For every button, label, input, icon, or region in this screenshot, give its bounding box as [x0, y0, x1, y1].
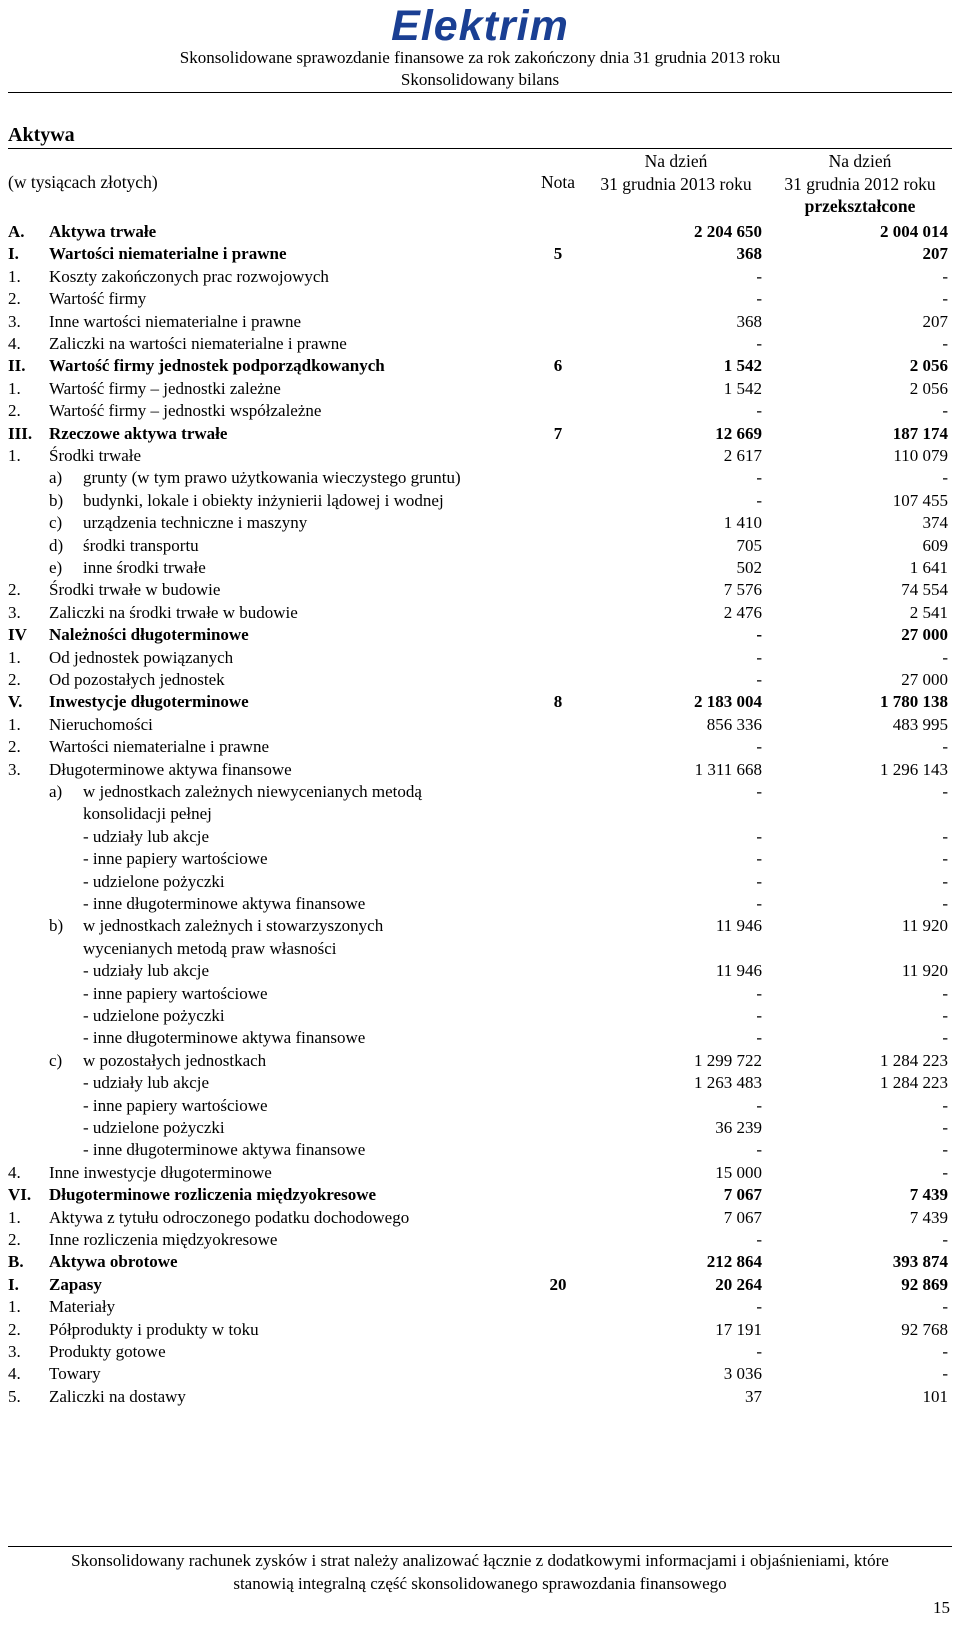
row-number: 2.	[8, 670, 21, 689]
value-2013: -	[756, 894, 762, 913]
table-row	[0, 915, 960, 937]
value-2012: 393 874	[892, 1252, 948, 1272]
row-number: 3.	[8, 311, 21, 331]
value-2012: 1 284 223	[880, 1050, 948, 1070]
value-2013: -	[756, 266, 762, 286]
row-number: I.	[8, 244, 19, 264]
footer-note-line1: Skonsolidowany rachunek zysków i strat należy analizować łącznie z dodatkowymi informacjami i objaśnieniami, które	[71, 1551, 889, 1570]
value-2013: -	[756, 849, 762, 869]
table-row	[0, 221, 960, 243]
value-2013: 11 946	[715, 961, 762, 981]
value-2013: -	[756, 1140, 762, 1160]
row-number: 1.	[8, 647, 21, 667]
row-number: 1.	[8, 1207, 21, 1227]
value-2012: -	[942, 737, 948, 757]
row-number: B.	[8, 1252, 24, 1272]
table-row	[0, 1207, 960, 1229]
row-nota: 20	[549, 1274, 567, 1294]
col-2013-header-line2: 31 grudnia 2013 roku	[600, 174, 752, 194]
row-number: 3.	[8, 759, 21, 779]
value-2013: -	[756, 737, 762, 757]
row-number: 2.	[8, 737, 21, 757]
value-2013: 1 299 722	[694, 1050, 762, 1070]
col-2012-header-line2: 31 grudnia 2012 roku	[784, 174, 936, 194]
value-2013: -	[756, 401, 762, 421]
row-number: 3.	[8, 1342, 21, 1361]
value-2013: 1 542	[723, 378, 762, 398]
row-number: 1.	[8, 266, 21, 286]
value-2013: -	[756, 670, 762, 689]
unit-label: (w tysiącach złotych)	[8, 172, 158, 192]
value-2013: -	[756, 871, 762, 891]
value-2012: -	[942, 289, 948, 309]
value-2012: -	[942, 1342, 948, 1361]
value-2012: 11 920	[901, 916, 948, 936]
table-row	[0, 1050, 960, 1072]
document-title: Skonsolidowane sprawozdanie finansowe za rok zakończony dnia 31 grudnia 2013 roku	[179, 48, 781, 67]
value-2012: -	[942, 894, 948, 913]
row-number: II.	[8, 356, 26, 376]
row-label: Zaliczki na dostawy	[49, 1386, 186, 1406]
row-nota: 6	[553, 356, 563, 376]
table-row	[0, 490, 960, 512]
value-2012: 1 641	[909, 558, 948, 577]
value-2013: -	[756, 1297, 762, 1317]
table-row	[0, 333, 960, 355]
value-2013: -	[756, 625, 762, 645]
value-2012: -	[942, 1230, 948, 1249]
table-row	[0, 1117, 960, 1139]
header-rule	[8, 92, 952, 93]
value-2013: -	[756, 826, 762, 846]
row-label: Zapasy	[49, 1274, 102, 1294]
table-row	[0, 311, 960, 333]
value-2012: -	[942, 1095, 948, 1115]
value-2013: 7 067	[723, 1207, 762, 1227]
table-row	[0, 1027, 960, 1049]
row-label: Zaliczki na środki trwałe w budowie	[49, 602, 298, 622]
value-2013: 15 000	[715, 1162, 762, 1182]
value-2013: 2 476	[723, 602, 762, 622]
table-row	[0, 266, 960, 288]
value-2013: -	[756, 983, 762, 1003]
value-2013: -	[756, 1006, 762, 1025]
value-2012: 374	[922, 513, 948, 533]
row-label: Koszty zakończonych prac rozwojowych	[49, 266, 329, 286]
table-row	[0, 781, 960, 803]
value-2012: -	[942, 647, 948, 667]
row-label: - udzielone pożyczki	[83, 871, 225, 891]
row-number: a)	[49, 782, 63, 801]
value-2013: 368	[736, 244, 762, 264]
row-label: Długoterminowe aktywa finansowe	[49, 759, 292, 779]
row-label: Aktywa obrotowe	[49, 1252, 178, 1272]
value-2013: -	[756, 490, 762, 510]
table-row	[0, 826, 960, 848]
value-2013: 36 239	[715, 1118, 762, 1137]
value-2012: -	[942, 983, 948, 1003]
value-2013: 37	[745, 1386, 762, 1406]
value-2013: -	[756, 782, 762, 801]
value-2012: 187 174	[892, 423, 948, 443]
row-label: Wartość firmy – jednostki zależne	[49, 378, 281, 398]
row-number: 4.	[8, 1162, 21, 1182]
value-2013: 2 204 650	[694, 222, 762, 241]
table-row	[0, 803, 960, 825]
row-label: Inne inwestycje długoterminowe	[49, 1162, 272, 1182]
row-number: c)	[49, 1050, 63, 1070]
row-label: środki transportu	[83, 535, 199, 555]
value-2013: -	[756, 334, 762, 353]
value-2012: -	[942, 401, 948, 421]
value-2012: -	[942, 468, 948, 488]
row-number: 1.	[8, 446, 21, 465]
row-label: Inne wartości niematerialne i prawne	[49, 311, 302, 331]
row-label: Wartość firmy – jednostki współzależne	[49, 401, 322, 421]
row-number: a)	[49, 468, 63, 488]
value-2012: 1 296 143	[880, 759, 948, 779]
row-number: d)	[49, 535, 64, 555]
row-number: 1.	[8, 714, 21, 734]
value-2012: 7 439	[909, 1185, 948, 1205]
row-number: 1.	[8, 378, 21, 398]
row-number: A.	[8, 222, 25, 241]
value-2013: 705	[736, 535, 762, 555]
col-2012-header-line1: Na dzień	[828, 151, 892, 171]
value-2012: 92 768	[901, 1319, 948, 1339]
value-2012: 1 780 138	[880, 692, 948, 712]
value-2012: -	[942, 1364, 948, 1384]
value-2013: 368	[736, 311, 762, 331]
table-row	[0, 1251, 960, 1273]
table-row	[0, 624, 960, 646]
value-2012: 74 554	[901, 580, 948, 600]
footer-rule	[8, 1546, 952, 1547]
value-2013: 2 617	[723, 446, 762, 465]
value-2012: 483 995	[892, 714, 948, 734]
row-label: Inne rozliczenia międzyokresowe	[49, 1230, 278, 1249]
row-number: 4.	[8, 334, 21, 353]
row-label: - udziały lub akcje	[83, 826, 210, 846]
table-row	[0, 288, 960, 310]
value-2013: 1 311 668	[694, 759, 762, 779]
value-2012: -	[942, 1162, 948, 1182]
table-row	[0, 467, 960, 489]
table-row	[0, 1341, 960, 1363]
value-2012: 207	[922, 311, 948, 331]
value-2013: 212 864	[706, 1252, 762, 1272]
table-row	[0, 1319, 960, 1341]
table-row	[0, 647, 960, 669]
table-row	[0, 512, 960, 534]
value-2013: 3 036	[723, 1364, 762, 1384]
row-number: IV	[8, 625, 27, 645]
table-row	[0, 1229, 960, 1251]
value-2013: 2 183 004	[694, 692, 762, 712]
table-row	[0, 1386, 960, 1408]
row-label: Aktywa trwałe	[49, 222, 157, 241]
nota-header: Nota	[540, 172, 576, 192]
row-number: 3.	[8, 602, 21, 622]
table-row	[0, 1274, 960, 1296]
row-nota: 7	[553, 423, 563, 443]
table-row	[0, 355, 960, 377]
row-label: w jednostkach zależnych i stowarzyszonych	[83, 916, 384, 936]
company-logo: Elektrim	[391, 2, 569, 50]
row-number: 4.	[8, 1364, 21, 1384]
row-number: 1.	[8, 1297, 21, 1317]
row-label: - inne papiery wartościowe	[83, 849, 268, 869]
value-2012: 101	[922, 1386, 948, 1406]
value-2012: 27 000	[901, 670, 948, 689]
row-number: 5.	[8, 1386, 21, 1406]
value-2013: -	[756, 1028, 762, 1048]
value-2013: 12 669	[715, 423, 762, 443]
value-2012: -	[942, 1118, 948, 1137]
value-2013: 1 542	[723, 356, 762, 376]
value-2012: 92 869	[901, 1274, 948, 1294]
table-row	[0, 714, 960, 736]
value-2012: -	[942, 826, 948, 846]
row-label: inne środki trwałe	[83, 558, 206, 577]
value-2013: -	[756, 468, 762, 488]
row-label: - udziały lub akcje	[83, 961, 210, 981]
table-row	[0, 871, 960, 893]
value-2012: -	[942, 871, 948, 891]
table-row	[0, 1162, 960, 1184]
section-title: Aktywa	[8, 124, 75, 146]
row-label: konsolidacji pełnej	[83, 804, 212, 824]
row-label: budynki, lokale i obiekty inżynierii lądowej i wodnej	[83, 490, 444, 510]
value-2012: 7 439	[909, 1207, 948, 1227]
value-2012: 27 000	[901, 625, 948, 645]
page-number: 15	[933, 1598, 950, 1617]
section-rule	[8, 148, 952, 149]
col-2012-header-line3: przekształcone	[804, 196, 916, 216]
row-label: - inne długoterminowe aktywa finansowe	[83, 1028, 366, 1048]
row-number: V.	[8, 692, 23, 712]
value-2012: 1 284 223	[880, 1073, 948, 1093]
row-label: Od jednostek powiązanych	[49, 647, 234, 667]
row-label: Wartości niematerialne i prawne	[49, 737, 270, 757]
value-2012: -	[942, 1028, 948, 1048]
row-label: Od pozostałych jednostek	[49, 670, 225, 689]
value-2012: 110 079	[893, 446, 948, 465]
row-number: b)	[49, 916, 64, 936]
table-row	[0, 378, 960, 400]
row-label: Wartości niematerialne i prawne	[49, 244, 287, 264]
value-2013: 1 263 483	[694, 1073, 762, 1093]
value-2013: 502	[736, 558, 762, 577]
value-2012: -	[942, 334, 948, 353]
row-label: - udzielone pożyczki	[83, 1006, 225, 1025]
table-row	[0, 736, 960, 758]
row-label: Rzeczowe aktywa trwałe	[49, 423, 228, 443]
row-label: Produkty gotowe	[49, 1342, 166, 1361]
row-label: Towary	[49, 1364, 101, 1384]
value-2013: 11 946	[715, 916, 762, 936]
row-label: Długoterminowe rozliczenia międzyokresowe	[49, 1185, 377, 1205]
table-row	[0, 893, 960, 915]
footer-note-line2: stanowią integralną część skonsolidowanego sprawozdania finansowego	[233, 1574, 727, 1593]
value-2012: -	[942, 782, 948, 801]
value-2013: 20 264	[715, 1274, 762, 1294]
document-subtitle: Skonsolidowany bilans	[400, 70, 560, 89]
value-2013: -	[756, 647, 762, 667]
row-label: wycenianych metodą praw własności	[83, 938, 337, 958]
value-2013: 1 410	[723, 513, 762, 533]
table-row	[0, 1005, 960, 1027]
value-2013: -	[756, 1095, 762, 1115]
table-row	[0, 557, 960, 579]
row-number: 2.	[8, 289, 21, 309]
row-label: - inne długoterminowe aktywa finansowe	[83, 1140, 366, 1160]
table-row	[0, 1363, 960, 1385]
row-number: c)	[49, 513, 63, 533]
table-row	[0, 243, 960, 265]
value-2012: -	[942, 1140, 948, 1160]
row-label: grunty (w tym prawo użytkowania wieczystego gruntu)	[83, 468, 461, 488]
row-label: Środki trwałe w budowie	[49, 580, 221, 600]
table-row	[0, 848, 960, 870]
row-number: 2.	[8, 1230, 21, 1249]
row-label: w jednostkach zależnych niewycenianych metodą	[83, 782, 422, 801]
value-2012: 207	[922, 244, 948, 264]
value-2013: 856 336	[706, 714, 762, 734]
table-row	[0, 691, 960, 713]
row-number: 2.	[8, 1319, 21, 1339]
table-row	[0, 1184, 960, 1206]
row-label: - udzielone pożyczki	[83, 1118, 225, 1137]
value-2012: -	[942, 849, 948, 869]
value-2012: -	[942, 1006, 948, 1025]
row-label: - inne długoterminowe aktywa finansowe	[83, 894, 366, 913]
table-row	[0, 1296, 960, 1318]
value-2013: 7 067	[723, 1185, 762, 1205]
table-row	[0, 983, 960, 1005]
row-number: VI.	[8, 1185, 32, 1205]
value-2012: -	[942, 1297, 948, 1317]
col-2013-header-line1: Na dzień	[644, 151, 708, 171]
row-label: - inne papiery wartościowe	[83, 1095, 268, 1115]
row-number: 2.	[8, 401, 21, 421]
value-2013: 17 191	[715, 1319, 762, 1339]
row-number: b)	[49, 490, 64, 510]
table-row	[0, 960, 960, 982]
row-label: Środki trwałe	[49, 446, 142, 465]
value-2013: -	[756, 1342, 762, 1361]
table-row	[0, 400, 960, 422]
table-row	[0, 938, 960, 960]
table-row	[0, 579, 960, 601]
row-label: Wartość firmy	[49, 289, 147, 309]
value-2012: 2 541	[909, 602, 948, 622]
row-label: Inwestycje długoterminowe	[49, 692, 249, 712]
row-label: urządzenia techniczne i maszyny	[83, 513, 308, 533]
value-2012: 609	[922, 535, 948, 555]
row-number: e)	[49, 558, 63, 577]
row-number: III.	[8, 423, 33, 443]
row-label: w pozostałych jednostkach	[83, 1050, 267, 1070]
value-2012: 2 056	[909, 378, 948, 398]
value-2012: 11 920	[901, 961, 948, 981]
value-2012: -	[942, 266, 948, 286]
table-row	[0, 669, 960, 691]
row-nota: 5	[553, 244, 563, 264]
value-2012: 107 455	[892, 490, 948, 510]
value-2012: 2 004 014	[880, 222, 948, 241]
row-label: - inne papiery wartościowe	[83, 983, 268, 1003]
row-label: Półprodukty i produkty w toku	[49, 1319, 259, 1339]
row-label: Zaliczki na wartości niematerialne i prawne	[49, 334, 347, 353]
table-row	[0, 602, 960, 624]
value-2013: -	[756, 1230, 762, 1249]
row-number: 2.	[8, 580, 21, 600]
row-label: Należności długoterminowe	[49, 625, 249, 645]
table-row	[0, 1095, 960, 1117]
row-number: I.	[8, 1274, 19, 1294]
row-label: Aktywa z tytułu odroczonego podatku dochodowego	[49, 1207, 410, 1227]
table-row	[0, 535, 960, 557]
table-row	[0, 759, 960, 781]
row-label: Materiały	[49, 1297, 116, 1317]
table-row	[0, 1072, 960, 1094]
row-label: Nieruchomości	[49, 714, 153, 734]
table-row	[0, 445, 960, 467]
table-row	[0, 1139, 960, 1161]
table-row	[0, 423, 960, 445]
row-nota: 8	[553, 692, 563, 712]
value-2013: 7 576	[723, 580, 762, 600]
row-label: Wartość firmy jednostek podporządkowanych	[49, 356, 385, 376]
value-2013: -	[756, 289, 762, 309]
row-label: - udziały lub akcje	[83, 1073, 210, 1093]
value-2012: 2 056	[909, 356, 948, 376]
